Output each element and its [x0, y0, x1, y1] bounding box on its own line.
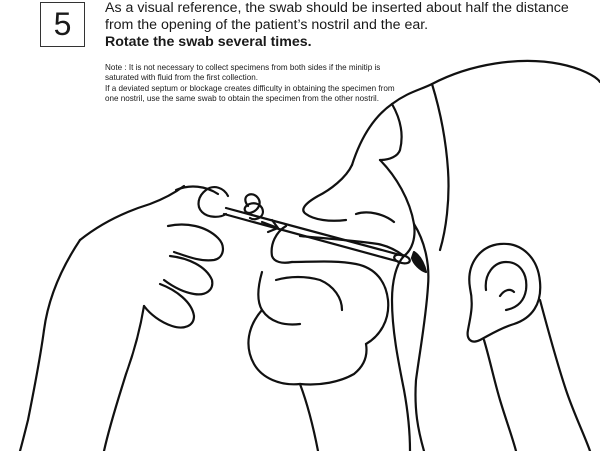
wrist [104, 306, 144, 451]
head-outline [352, 61, 600, 165]
swab-shaft-upper [226, 208, 404, 256]
neck-front [300, 384, 318, 451]
note-line-1: Note : It is not necessary to collect specimens from both sides if the minitip is saturated with fluid from the first collection. [105, 63, 381, 83]
skull-back [432, 84, 449, 250]
step-number: 5 [53, 6, 72, 42]
concha [356, 212, 394, 222]
wrist-left [20, 330, 44, 451]
inner-mouth [276, 277, 342, 310]
adenoid [412, 252, 426, 272]
instruction-main: As a visual reference, the swab should be inserted about half the distance from the opening of the patient’s nostril and the ear. [105, 0, 569, 33]
neck-back-curve [484, 340, 516, 451]
forehead-nose [303, 165, 352, 221]
nasal-cavity-upper [380, 160, 415, 256]
hand-back [80, 186, 184, 240]
instruction-emphasis: Rotate the swab several times. [105, 34, 312, 50]
hand-palm [44, 240, 80, 330]
hand-fingers [168, 225, 223, 261]
jaw-line [300, 344, 367, 385]
hand-finger-3 [144, 284, 194, 328]
swab-shaft-lower [224, 214, 400, 262]
ear-canal [500, 290, 514, 296]
throat-line [392, 256, 410, 451]
note-line-2: If a deviated septum or blockage creates difficulty in obtaining the specimen from one nostril, use the same swab to obtain the specimen from the other nostril. [105, 83, 395, 103]
back-neck [540, 300, 590, 451]
ear-inner [486, 262, 527, 310]
